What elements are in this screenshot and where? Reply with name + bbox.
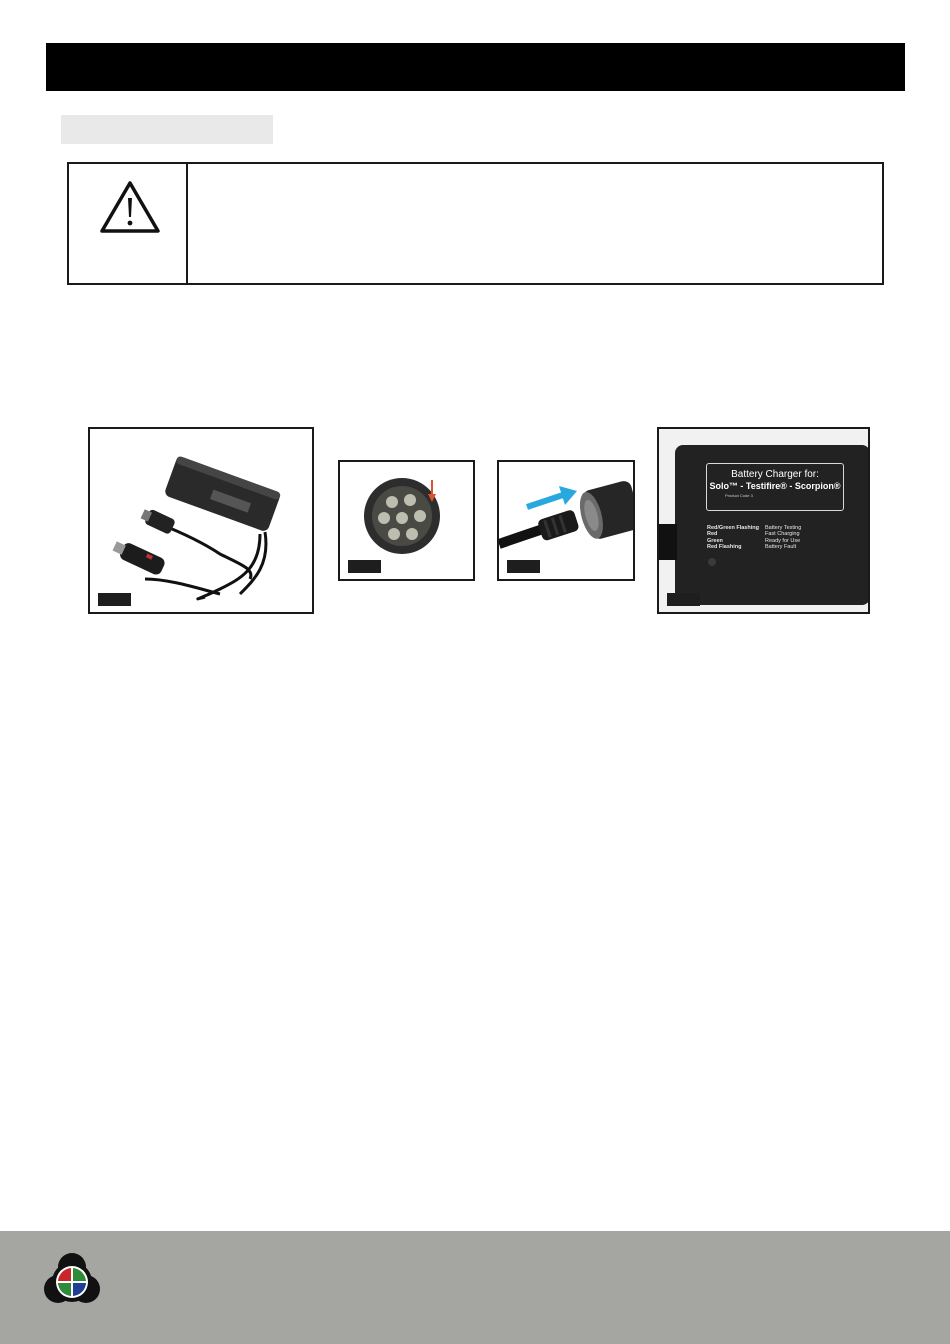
- legend-state: Red Flashing: [707, 543, 742, 550]
- legend-state: Green: [707, 537, 723, 544]
- figure-label: [667, 593, 700, 606]
- charger-photo: [88, 427, 314, 614]
- company-logo-icon: [43, 1251, 101, 1307]
- legend-meaning: Fast Charging: [765, 531, 800, 538]
- legend-state: Red/Green Flashing: [707, 525, 759, 531]
- charger-label-photo: [657, 427, 870, 614]
- legend-meaning: Battery Testing: [765, 525, 802, 531]
- figure-label: [507, 560, 540, 573]
- plug-insertion-photo: [497, 460, 635, 581]
- legend-state: Red: [707, 531, 718, 538]
- connector-pins-photo: [338, 460, 475, 581]
- charger-label-product-code: Product Code 3: [725, 493, 753, 498]
- warning-icon-cell: [69, 164, 188, 283]
- footer: [0, 1231, 950, 1344]
- legend-row: [707, 544, 827, 550]
- legend-meaning: Battery Fault: [765, 543, 797, 550]
- legend-meaning: Ready for Use: [765, 537, 801, 544]
- figure-label: [98, 593, 131, 606]
- charger-illustration: [90, 429, 312, 612]
- warning-triangle-icon: [99, 180, 161, 234]
- led-status-legend: [707, 525, 827, 550]
- charger-label-heading: Battery Charger for:: [731, 469, 819, 480]
- section-tab: [61, 115, 273, 144]
- warning-box: [67, 162, 884, 285]
- charger-body: [659, 429, 868, 612]
- figure-label: [348, 560, 381, 573]
- title-bar: [46, 43, 905, 91]
- charger-label-products: Solo™ - Testifire® - Scorpion®: [709, 481, 841, 491]
- charger-label-panel: [706, 463, 844, 511]
- warning-text-cell: [189, 164, 882, 283]
